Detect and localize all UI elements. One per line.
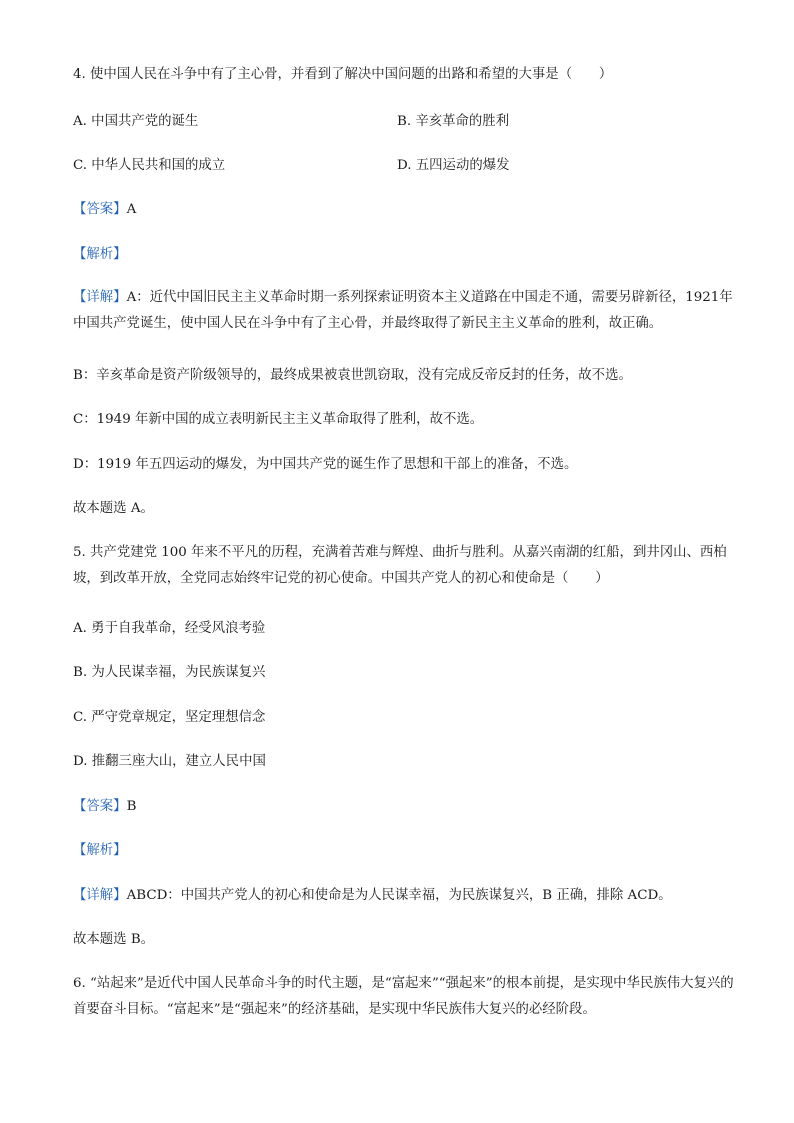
q4-note-b: B：辛亥革命是资产阶级领导的，最终成果被袁世凯窃取，没有完成反帝反封的任务，故不选。 (73, 368, 632, 383)
q4-stem: 4. 使中国人民在斗争中有了主心骨，并看到了解决中国问题的出路和希望的大事是（ ） (73, 67, 613, 82)
q5-answer-line (73, 798, 736, 816)
q4-analysis-tag: 【解析】 (73, 247, 127, 262)
q4-detail-text: A：近代中国旧民主主义革命时期一系列探索证明资本主义道路在中国走不通，需要另辟新径，1921年中国共产党诞生，使中国人民在斗争中有了主心骨，并最终取得了新民主主义革命的胜利，故正确。 (73, 290, 733, 331)
q6-stem: 6. “站起来”是近代中国人民革命斗争的时代主题，是“富起来”“强起来”的根本前提，是实现中华民族伟大复兴的首要奋斗目标。“富起来”是“强起来”的经济基础，是实现中华民族伟大复兴的必经阶段。 (73, 976, 734, 1017)
q4-conclusion: 故本题选 A。 (73, 501, 154, 516)
q4-note-c: C：1949 年新中国的成立表明新民主主义革命取得了胜利，故不选。 (73, 412, 484, 427)
q4-answer-line (73, 201, 736, 219)
q5-answer-tag: 【答案】 (73, 799, 127, 814)
q4-detail (73, 285, 736, 337)
q5-option-d: D. 推翻三座大山，建立人民中国 (73, 754, 266, 769)
q5-detail-tag: 【详解】 (73, 888, 127, 903)
q4-option-d: D. 五四运动的爆发 (397, 158, 510, 173)
q5-detail (73, 887, 736, 905)
q5-option-c: C. 严守党章规定，坚定理想信念 (73, 710, 266, 725)
q5-stem: 5. 共产党建党 100 年来不平凡的历程，充满着苦难与辉煌、曲折与胜利。从嘉兴南湖的红船，到井冈山、西柏坡，到改革开放，全党同志始终牢记党的初心使命。中国共产党人的初心和使命是（ ） (73, 545, 727, 586)
q5-analysis-tag: 【解析】 (73, 843, 127, 858)
q4-option-c: C. 中华人民共和国的成立 (73, 158, 226, 173)
q4-detail-tag: 【详解】 (73, 290, 127, 305)
q4-note-d: D：1919 年五四运动的爆发，为中国共产党的诞生作了思想和干部上的准备，不选。 (73, 457, 578, 472)
q5-option-b: B. 为人民谋幸福，为民族谋复兴 (73, 665, 266, 680)
q4-answer: A (126, 202, 137, 217)
q4-option-a: A. 中国共产党的诞生 (73, 114, 199, 129)
q5-option-a: A. 勇于自我革命，经受风浪考验 (73, 621, 266, 636)
q4-option-b: B. 辛亥革命的胜利 (397, 114, 510, 129)
q5-conclusion: 故本题选 B。 (73, 932, 155, 947)
q4-answer-tag: 【答案】 (73, 202, 127, 217)
q5-detail-text: ABCD：中国共产党人的初心和使命是为人民谋幸福，为民族谋复兴，B 正确，排除 ACD。 (126, 888, 672, 903)
q5-answer: B (126, 799, 137, 814)
